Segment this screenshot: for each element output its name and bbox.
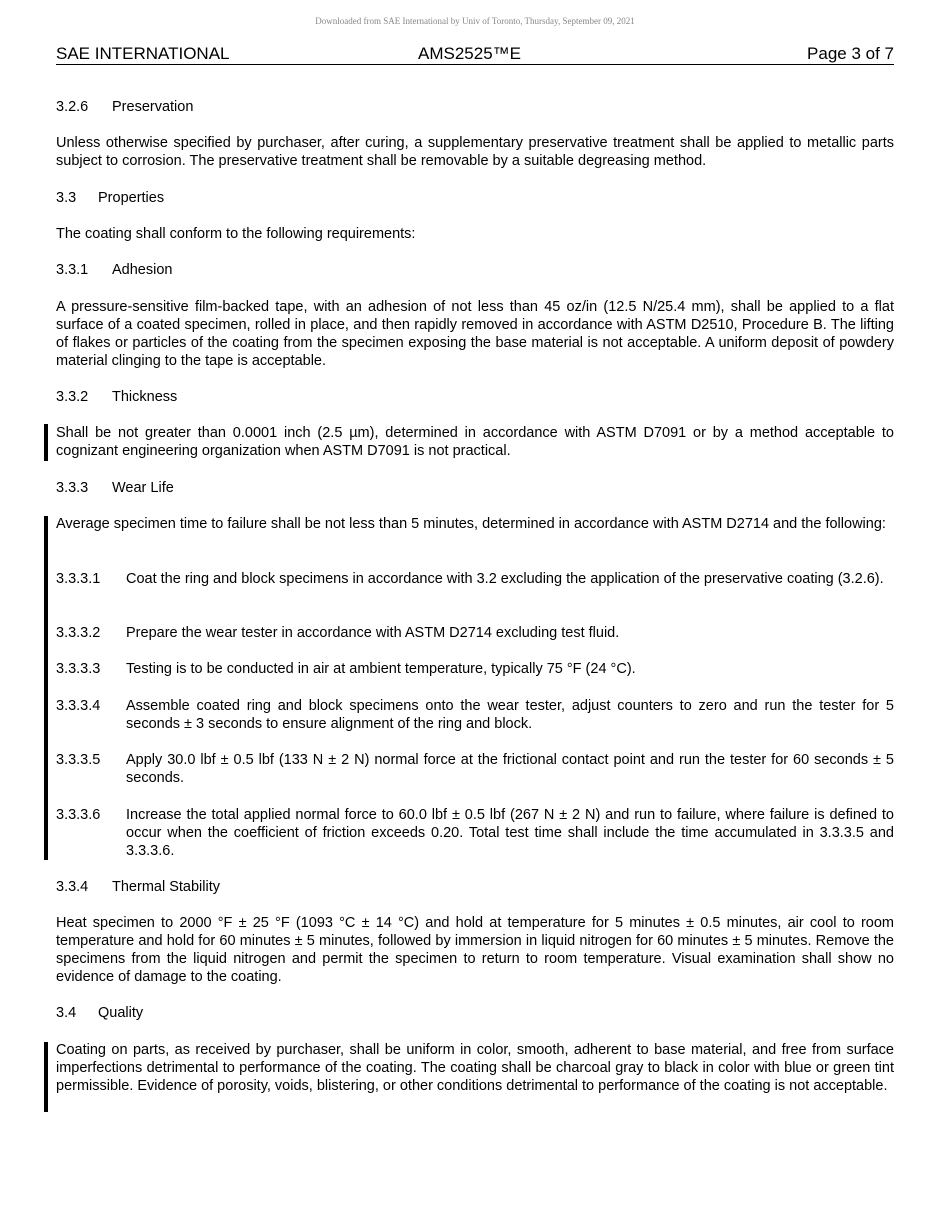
section-number: 3.3.4 bbox=[56, 879, 89, 895]
item-number: 3.3.3.1 bbox=[56, 571, 101, 587]
section-title: Quality bbox=[98, 1005, 144, 1021]
wear-life-step: Testing is to be conducted in air at ambient temperature, typically 75 °F (24 °C). bbox=[126, 661, 636, 677]
change-bar-thickness bbox=[44, 424, 48, 461]
wear-life-step: Assemble coated ring and block specimens onto the wear tester, adjust counters to zero and run the tester for 5 seconds ± 3 seconds to ensure alignment of the ring and block. bbox=[126, 698, 894, 732]
section-heading-wear-life bbox=[56, 479, 174, 497]
header-page-number: Page 3 of 7 bbox=[807, 44, 894, 63]
section-number: 3.3.1 bbox=[56, 262, 89, 278]
section-body-thermal-stability: Heat specimen to 2000 °F ± 25 °F (1093 °C ± 14 °C) and hold at temperature for 5 minutes ± 0.5 minutes, air cool to room temperature and hold for 60 minutes ± 5 minutes, followed by immersion in liquid nitrogen for 60 minutes ± 5 minutes. Remove the specimens from the liquid nitrogen and permit the specimen to return to room temperature. Visual examination shall show no evidence of damage to the coating. bbox=[56, 915, 894, 985]
section-title: Thickness bbox=[112, 389, 178, 405]
section-body-adhesion: A pressure-sensitive film-backed tape, with an adhesion of not less than 45 oz/in (12.5 N/25.4 mm), shall be applied to a flat surface of a coated specimen, rolled in place, and then rapidly removed in accordance with ASTM D2510, Procedure B. The lifting of flakes or particles of the coating from the specimen exposing the base material is not acceptable. A uniform deposit of powdery material clinging to the tape is acceptable. bbox=[56, 299, 894, 369]
section-body-wear-life: Average specimen time to failure shall be not less than 5 minutes, determined in accordance with ASTM D2714 and the following: bbox=[56, 516, 886, 532]
change-bar-wear-life bbox=[44, 516, 48, 860]
section-title: Properties bbox=[98, 190, 165, 206]
section-heading-quality bbox=[56, 1004, 143, 1022]
section-heading-thermal-stability bbox=[56, 878, 220, 896]
wear-life-step: Coat the ring and block specimens in accordance with 3.2 excluding the application of the preservative coating (3.2.6). bbox=[126, 571, 884, 587]
section-title: Wear Life bbox=[112, 480, 174, 496]
page-header bbox=[56, 44, 894, 65]
header-org: SAE INTERNATIONAL bbox=[56, 44, 230, 63]
section-number: 3.3.3 bbox=[56, 480, 89, 496]
wear-life-step: Increase the total applied normal force to 60.0 lbf ± 0.5 lbf (267 N ± 2 N) and run to failure, where failure is defined to occur when the coefficient of friction exceeds 0.20. Total test time shall include the time accumulated in 3.3.3.5 and 3.3.3.6. bbox=[126, 807, 894, 859]
wear-life-step: Apply 30.0 lbf ± 0.5 lbf (133 N ± 2 N) normal force at the frictional contact point and run the tester for 60 seconds ± 5 seconds. bbox=[126, 752, 894, 786]
section-number: 3.2.6 bbox=[56, 99, 89, 115]
item-number: 3.3.3.5 bbox=[56, 752, 101, 768]
section-number: 3.3 bbox=[56, 190, 77, 206]
item-number: 3.3.3.2 bbox=[56, 625, 101, 641]
header-doc-number: AMS2525™E bbox=[418, 44, 521, 63]
section-body-properties: The coating shall conform to the following requirements: bbox=[56, 226, 416, 242]
section-title: Adhesion bbox=[112, 262, 173, 278]
section-heading-thickness bbox=[56, 388, 177, 406]
section-body-thickness: Shall be not greater than 0.0001 inch (2.5 µm), determined in accordance with ASTM D7091 or by a method acceptable to cognizant engineering organization when ASTM D7091 is not practical. bbox=[56, 425, 894, 459]
item-number: 3.3.3.6 bbox=[56, 807, 101, 823]
section-body-quality: Coating on parts, as received by purchaser, shall be uniform in color, smooth, adherent to base material, and free from surface imperfections detrimental to performance of the coating. The coating shall be charcoal gray to black in color with blue or green tint permissible. Evidence of porosity, voids, blistering, or other conditions detrimental to performance of the coating is not acceptable. bbox=[56, 1042, 894, 1094]
section-title: Thermal Stability bbox=[112, 879, 220, 895]
change-bar-quality bbox=[44, 1042, 48, 1112]
section-heading-adhesion bbox=[56, 261, 172, 279]
wear-life-step: Prepare the wear tester in accordance with ASTM D2714 excluding test fluid. bbox=[126, 625, 620, 641]
section-heading-preservation bbox=[56, 98, 193, 116]
item-number: 3.3.3.3 bbox=[56, 661, 101, 677]
item-number: 3.3.3.4 bbox=[56, 698, 101, 714]
section-body-preservation: Unless otherwise specified by purchaser, after curing, a supplementary preservative treatment shall be applied to metallic parts subject to corrosion. The preservative treatment shall be removable by a suitable degreasing method. bbox=[56, 135, 894, 169]
section-number: 3.3.2 bbox=[56, 389, 89, 405]
section-number: 3.4 bbox=[56, 1005, 77, 1021]
section-heading-properties bbox=[56, 189, 164, 207]
section-title: Preservation bbox=[112, 99, 194, 115]
download-watermark: Downloaded from SAE International by Univ of Toronto, Thursday, September 09, 2021 bbox=[315, 16, 635, 26]
